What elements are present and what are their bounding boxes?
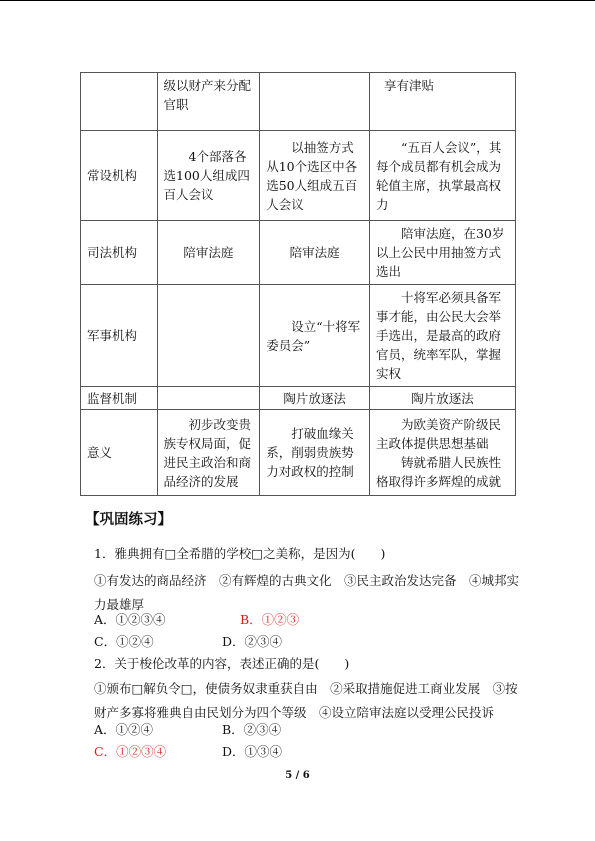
q2-option-c[interactable]: C．①②③④ <box>94 744 167 759</box>
table-cell: “五百人会议”，其每个成员都有机会成为轮值主席，执掌最高权力 <box>369 131 515 221</box>
question-2 <box>80 655 520 725</box>
table-cell: 享有津贴 <box>369 73 515 131</box>
table-cell <box>369 410 515 496</box>
table-cell: 陪审法庭，在30岁以上公民中用抽签方式选出 <box>369 221 515 285</box>
q2-option-a[interactable]: A．①②④ <box>94 722 154 737</box>
table-row <box>81 410 516 496</box>
table-row <box>81 285 516 387</box>
question-stem: 1．雅典拥有□全希腊的学校□之美称，是因为( ) <box>94 546 386 561</box>
table-cell: 4个部落各选100人组成四百人会议 <box>157 131 260 221</box>
q2-option-d[interactable]: D．①③④ <box>222 744 283 759</box>
table-cell: 十将军必须具备军事才能，由公民大会举手选出，是最高的政府官员，统率军队，掌握实权 <box>369 285 515 387</box>
table-cell: 级以财产来分配官职 <box>157 73 260 131</box>
table-cell: 陶片放逐法 <box>369 387 515 410</box>
question-stem: 2．关于梭伦改革的内容，表述正确的是( ) <box>94 656 350 671</box>
significance-line-1: 为欧美资产阶级民主政体提供思想基础 <box>375 416 501 451</box>
table-row <box>81 221 516 285</box>
top-rule <box>0 0 595 1</box>
comparison-table <box>80 72 516 496</box>
table-cell: 陪审法庭 <box>157 221 260 285</box>
question-items: ①颁布□解负令□，使债务奴隶重获自由 ②采取措施促进工商业发展 ③按财产多寡将雅典自由民划分为四个等级 ④设立陪审法庭以受理公民投诉 <box>94 681 518 720</box>
question-1 <box>80 545 520 617</box>
table-row <box>81 73 516 131</box>
table-cell: 初步改变贵族专权局面，促进民主政治和商品经济的发展 <box>157 410 260 496</box>
row-header-significance: 意义 <box>81 410 158 496</box>
table-cell: 打破血缘关系，削弱贵族势力对政权的控制 <box>260 410 370 496</box>
row-header-judiciary: 司法机构 <box>81 221 158 285</box>
section-title: 【巩固练习】 <box>85 512 172 528</box>
question-items: ①有发达的商品经济 ②有辉煌的古典文化 ③民主政治发达完备 ④城邦实力最雄厚 <box>94 573 520 612</box>
q1-option-a[interactable]: A．①②③④ <box>94 612 166 627</box>
q1-option-c[interactable]: C．①②④ <box>94 634 154 649</box>
table-cell <box>157 285 260 387</box>
table-row <box>81 387 516 410</box>
page-number: 5 / 6 <box>285 770 310 781</box>
q1-option-d[interactable]: D．②③④ <box>222 634 283 649</box>
row-header-standing-body: 常设机构 <box>81 131 158 221</box>
table-cell <box>81 73 158 131</box>
significance-line-2: 铸就希腊人民族性格取得许多辉煌的成就 <box>375 454 501 489</box>
q2-option-b[interactable]: B．②③④ <box>222 722 282 737</box>
table-cell: 设立“十将军委员会” <box>260 285 370 387</box>
table-cell: 陶片放逐法 <box>260 387 370 410</box>
row-header-supervision: 监督机制 <box>81 387 158 410</box>
table-cell <box>260 73 370 131</box>
q1-option-b[interactable]: B．①②③ <box>240 612 300 627</box>
table-row <box>81 131 516 221</box>
table-cell: 陪审法庭 <box>260 221 370 285</box>
table-cell <box>157 387 260 410</box>
row-header-military: 军事机构 <box>81 285 158 387</box>
table-cell: 以抽签方式从10个选区中各选50人组成五百人会议 <box>260 131 370 221</box>
